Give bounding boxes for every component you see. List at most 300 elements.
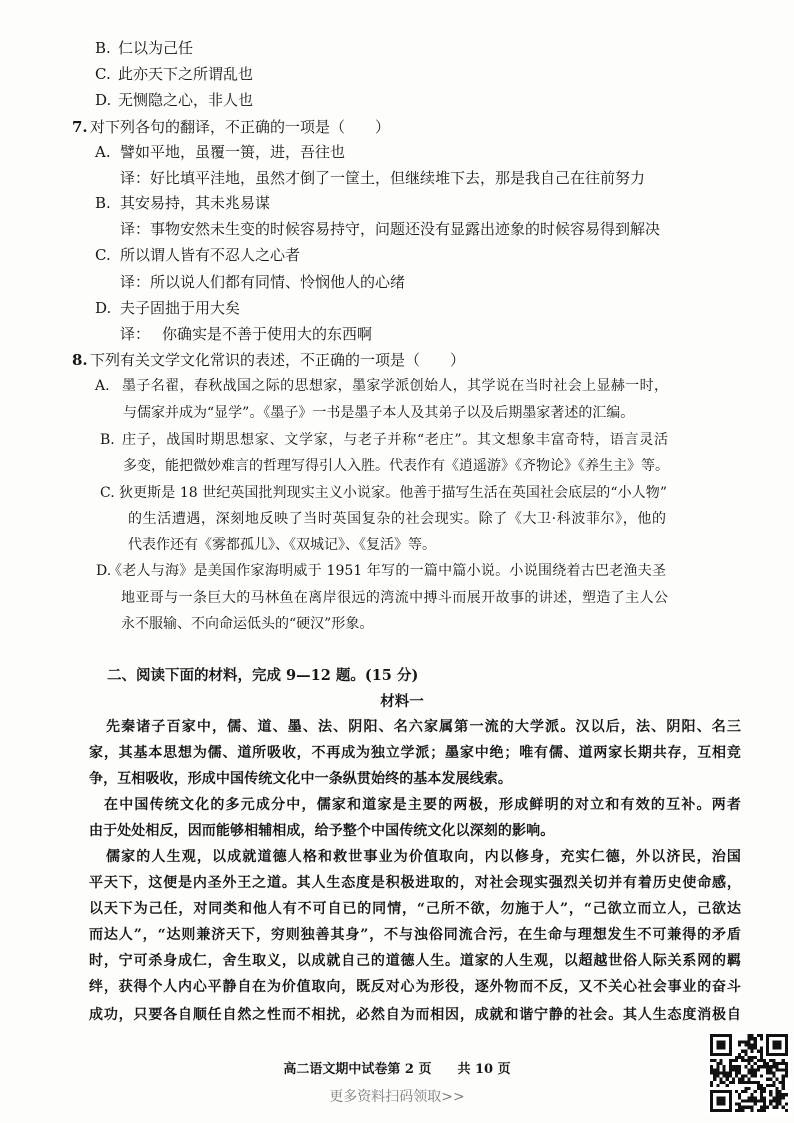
qr-module	[747, 1087, 750, 1090]
option-text-line: 多变，能把微妙难言的哲理写得引人入胜。代表作有《逍遥游》《齐物论》《养生主》等。	[123, 458, 669, 474]
qr-module	[747, 1078, 750, 1081]
question-stem: 下列有关文学文化常识的表述，不正确的一项是（ ）	[90, 351, 466, 369]
option-text: 此亦天下之所谓乱也	[118, 65, 254, 83]
qr-module	[760, 1056, 763, 1059]
qr-module	[772, 1081, 775, 1084]
qr-module	[744, 1090, 747, 1093]
qr-module	[751, 1106, 754, 1109]
q7-stem	[72, 117, 390, 137]
qr-module	[775, 1103, 778, 1106]
paragraph-line: 时，宁可杀身成仁，舍生取义，以成就自己的道德人生。道家的人生观，以超越世俗人际关系网的羁	[89, 953, 741, 969]
paragraph-line: 争，互相吸收，形成中国传统文化中一条纵贯始终的基本发展线索。	[89, 771, 512, 787]
qr-module	[747, 1099, 750, 1102]
qr-module	[775, 1065, 778, 1068]
qr-module	[782, 1081, 785, 1084]
qr-module	[732, 1065, 735, 1068]
qr-module	[763, 1103, 766, 1106]
qr-module	[744, 1053, 747, 1056]
qr-module	[772, 1099, 775, 1102]
translation-label: 译：	[120, 169, 151, 187]
qr-module	[785, 1062, 788, 1065]
q8-option-c-cont	[128, 509, 666, 529]
qr-module	[723, 1081, 726, 1084]
qr-module	[775, 1106, 778, 1109]
qr-module	[751, 1065, 754, 1068]
qr-module	[772, 1059, 775, 1062]
qr-module	[741, 1078, 744, 1081]
qr-module	[785, 1103, 788, 1106]
question-stem: 对下列各句的翻译，不正确的一项是（ ）	[90, 118, 391, 136]
qr-module	[760, 1037, 763, 1040]
qr-module	[723, 1068, 726, 1071]
q7-option-a	[95, 142, 345, 162]
qr-module	[779, 1099, 782, 1102]
translation-text: 所以说人们都有同情、怜悯他人的心绪	[150, 273, 406, 291]
q7-option-d	[95, 298, 240, 318]
qr-module	[713, 1059, 716, 1062]
option-text: 无恻隐之心，非人也	[118, 91, 254, 109]
qr-module	[782, 1075, 785, 1078]
qr-module	[757, 1059, 760, 1062]
qr-module	[775, 1099, 778, 1102]
qr-module	[732, 1078, 735, 1081]
qr-module	[757, 1034, 760, 1037]
page-footer: 高二语文期中试卷第 2 页 共 10 页	[283, 1062, 511, 1077]
paragraph-line: 在中国传统文化的多元成分中，儒家和道家是主要的两极，形成鲜明的对立和有效的互补。两者	[104, 797, 741, 813]
qr-module	[729, 1068, 732, 1071]
qr-module	[757, 1065, 760, 1068]
qr-module	[757, 1084, 760, 1087]
qr-module	[713, 1075, 716, 1078]
qr-module	[782, 1059, 785, 1062]
paragraph-line: 而达人”，“达则兼济天下，穷则独善其身”，不与浊俗同流合污，在生命与理想发生不可兼得的矛盾	[89, 927, 741, 943]
option-label: C.	[95, 65, 111, 83]
option-text: 所以谓人皆有不忍人之心者	[120, 246, 301, 264]
qr-module	[763, 1065, 766, 1068]
translation-label: 译：	[120, 325, 151, 343]
qr-module	[754, 1056, 757, 1059]
qr-module	[760, 1065, 763, 1068]
qr-module	[716, 1075, 719, 1078]
option-text-line: 与儒家并成为“显学”。《墨子》一书是墨子本人及其弟子以及后期墨家著述的汇编。	[123, 405, 635, 421]
qr-module	[760, 1090, 763, 1093]
qr-module	[747, 1056, 750, 1059]
qr-module	[754, 1096, 757, 1099]
qr-module	[741, 1050, 744, 1053]
qr-module	[729, 1065, 732, 1068]
option-text-line: 狄更斯是 18 世纪英国批判现实主义小说家。他善于描写生活在英国社会底层的“小人物”	[119, 485, 667, 501]
qr-module	[760, 1106, 763, 1109]
qr-module	[751, 1075, 754, 1078]
paragraph-line: 平天下，这便是内圣外王之道。其人生态度是积极进取的，对社会现实强烈关切并有着历史使命感，	[89, 875, 741, 891]
option-label: A.	[95, 378, 110, 394]
qr-module	[747, 1040, 750, 1043]
qr-module	[769, 1065, 772, 1068]
qr-module	[729, 1071, 732, 1074]
qr-module	[741, 1075, 744, 1078]
qr-module	[735, 1059, 738, 1062]
qr-module	[735, 1071, 738, 1074]
qr-module	[772, 1096, 775, 1099]
qr-module	[760, 1047, 763, 1050]
qr-module	[710, 1065, 713, 1068]
qr-module	[744, 1075, 747, 1078]
qr-module	[735, 1109, 738, 1112]
qr-module	[747, 1096, 750, 1099]
option-text-line: 永不服输、不向命运低头的“硬汉”形象。	[121, 616, 374, 632]
qr-module	[769, 1059, 772, 1062]
qr-module	[741, 1099, 744, 1102]
qr-module	[751, 1081, 754, 1084]
qr-module	[763, 1062, 766, 1065]
qr-module	[785, 1071, 788, 1074]
qr-module	[726, 1084, 729, 1087]
qr-module	[710, 1071, 713, 1074]
option-text-line: 地亚哥与一条巨大的马林鱼在离岸很远的湾流中搏斗而展开故事的讲述，塑造了主人公	[121, 590, 668, 606]
qr-module	[738, 1043, 741, 1046]
qr-module	[716, 1084, 719, 1087]
q6-option-d	[95, 90, 253, 110]
qr-module	[735, 1103, 738, 1106]
translation-label: 译：	[120, 220, 151, 238]
option-label: D.	[96, 563, 112, 579]
paragraph-line: 绊，获得个人内心平静自在为价值取向，既反对心为形役，逐外物而不反，又不关心社会事业的奋斗	[89, 979, 741, 995]
qr-module	[754, 1068, 757, 1071]
qr-module	[738, 1078, 741, 1081]
qr-module	[782, 1078, 785, 1081]
qr-module	[757, 1050, 760, 1053]
qr-module	[713, 1071, 716, 1074]
qr-module	[751, 1056, 754, 1059]
qr-module	[763, 1099, 766, 1102]
qr-module	[769, 1090, 772, 1093]
option-label: B.	[95, 39, 111, 57]
qr-module	[719, 1062, 722, 1065]
translation-text: 好比填平洼地，虽然才倒了一筐土，但继续堆下去，那是我自己在往前努力	[150, 169, 646, 187]
qr-module	[738, 1040, 741, 1043]
qr-module	[760, 1099, 763, 1102]
qr-module	[760, 1075, 763, 1078]
qr-module	[751, 1043, 754, 1046]
qr-module	[716, 1068, 719, 1071]
qr-finder-center	[716, 1040, 725, 1049]
qr-module	[710, 1068, 713, 1071]
qr-module	[744, 1059, 747, 1062]
qr-module	[763, 1096, 766, 1099]
qr-module	[785, 1093, 788, 1096]
translation-label: 译：	[120, 273, 151, 291]
qr-module	[769, 1078, 772, 1081]
qr-module	[775, 1090, 778, 1093]
qr-module	[747, 1071, 750, 1074]
qr-module	[716, 1065, 719, 1068]
qr-module	[710, 1084, 713, 1087]
qr-module	[766, 1065, 769, 1068]
qr-module	[738, 1065, 741, 1068]
material-title: 材料一	[380, 693, 424, 710]
qr-module	[785, 1068, 788, 1071]
qr-module	[744, 1106, 747, 1109]
qr-module	[747, 1062, 750, 1065]
qr-module	[766, 1068, 769, 1071]
qr-module	[754, 1043, 757, 1046]
q6-option-b	[95, 38, 193, 58]
qr-module	[738, 1096, 741, 1099]
qr-module	[782, 1093, 785, 1096]
qr-module	[713, 1078, 716, 1081]
qr-module	[769, 1071, 772, 1074]
qr-module	[751, 1034, 754, 1037]
q7-translation-b	[120, 219, 660, 239]
qr-module	[732, 1059, 735, 1062]
qr-module	[738, 1081, 741, 1084]
qr-module	[754, 1047, 757, 1050]
qr-module	[751, 1099, 754, 1102]
qr-module	[757, 1109, 760, 1112]
qr-module	[735, 1056, 738, 1059]
qr-module	[760, 1059, 763, 1062]
qr-module	[779, 1093, 782, 1096]
q7-translation-d	[120, 324, 372, 344]
qr-module	[741, 1106, 744, 1109]
qr-module	[775, 1087, 778, 1090]
qr-module	[763, 1090, 766, 1093]
qr-module	[747, 1034, 750, 1037]
section-heading: 二、阅读下面的材料，完成 9—12 题。(15 分)	[107, 667, 419, 684]
qr-module	[719, 1081, 722, 1084]
paragraph-line: 以天下为己任，对同类和他人有不可自已的同情，“己所不欲，勿施于人”，“己欲立而立人，己欲达	[89, 901, 741, 917]
qr-module	[741, 1040, 744, 1043]
qr-code-container	[707, 1031, 791, 1115]
qr-module	[741, 1059, 744, 1062]
q8-option-a	[95, 376, 668, 396]
qr-module	[754, 1075, 757, 1078]
qr-module	[766, 1084, 769, 1087]
qr-module	[766, 1062, 769, 1065]
qr-module	[751, 1109, 754, 1112]
qr-module	[719, 1078, 722, 1081]
qr-module	[775, 1093, 778, 1096]
qr-module	[760, 1084, 763, 1087]
qr-code	[707, 1031, 791, 1115]
qr-module	[744, 1043, 747, 1046]
qr-module	[782, 1087, 785, 1090]
q7-option-c	[95, 245, 300, 265]
qr-module	[729, 1059, 732, 1062]
qr-module	[754, 1040, 757, 1043]
option-label: B.	[95, 194, 111, 212]
qr-module	[729, 1081, 732, 1084]
option-label: B.	[100, 432, 115, 448]
qr-module	[735, 1090, 738, 1093]
qr-module	[763, 1106, 766, 1109]
qr-module	[741, 1081, 744, 1084]
qr-module	[747, 1068, 750, 1071]
qr-module	[757, 1068, 760, 1071]
paragraph-line: 儒家的人生观，以成就道德人格和救世事业为价值取向，内以修身，充实仁德，外以济民，治国	[106, 849, 741, 865]
q8-stem	[72, 350, 465, 370]
qr-module	[782, 1106, 785, 1109]
qr-module	[772, 1075, 775, 1078]
question-number: 7.	[72, 118, 88, 136]
qr-module	[769, 1084, 772, 1087]
qr-module	[751, 1096, 754, 1099]
qr-module	[732, 1081, 735, 1084]
q7-translation-c	[120, 272, 405, 292]
qr-module	[726, 1078, 729, 1081]
qr-module	[754, 1099, 757, 1102]
qr-module	[751, 1037, 754, 1040]
qr-module	[760, 1087, 763, 1090]
qr-module	[738, 1071, 741, 1074]
qr-module	[751, 1047, 754, 1050]
qr-module	[747, 1106, 750, 1109]
question-number: 8.	[72, 351, 88, 369]
qr-module	[785, 1109, 788, 1112]
qr-module	[738, 1056, 741, 1059]
option-label: A.	[95, 143, 111, 161]
q8-option-c	[100, 483, 667, 503]
qr-module	[769, 1099, 772, 1102]
qr-module	[760, 1093, 763, 1096]
qr-module	[732, 1068, 735, 1071]
qr-module	[785, 1075, 788, 1078]
qr-module	[775, 1068, 778, 1071]
qr-module	[760, 1096, 763, 1099]
option-label: D.	[95, 91, 112, 109]
qr-module	[738, 1093, 741, 1096]
qr-module	[726, 1075, 729, 1078]
qr-module	[766, 1071, 769, 1074]
option-text-line: 代表作还有《雾都孤儿》、《双城记》、《复活》等。	[128, 537, 436, 553]
paragraph-line: 成功，只要各自顺任自然之性而不相扰，必然自为而相因，成就和谐宁静的社会。其人生态度消极自	[89, 1007, 741, 1023]
qr-module	[735, 1068, 738, 1071]
qr-module	[729, 1062, 732, 1065]
paragraph-line: 先秦诸子百家中，儒、道、墨、法、阴阳、名六家属第一流的大学派。汉以后，法、阴阳、名三	[106, 719, 741, 735]
qr-module	[779, 1062, 782, 1065]
qr-module	[754, 1103, 757, 1106]
qr-module	[723, 1071, 726, 1074]
option-label: C.	[100, 485, 115, 501]
qr-module	[751, 1050, 754, 1053]
qr-module	[763, 1059, 766, 1062]
qr-module	[719, 1059, 722, 1062]
qr-module	[751, 1071, 754, 1074]
q6-option-c	[95, 64, 253, 84]
qr-module	[738, 1106, 741, 1109]
q7-translation-a	[120, 168, 645, 188]
qr-module	[747, 1059, 750, 1062]
qr-module	[766, 1078, 769, 1081]
option-text: 譬如平地，虽覆一篑，进，吾往也	[120, 143, 346, 161]
translation-text: 事物安然未生变的时候容易持守，问题还没有显露出迹象的时候容易得到解决	[150, 220, 661, 238]
qr-module	[782, 1084, 785, 1087]
qr-module	[760, 1034, 763, 1037]
qr-module	[785, 1065, 788, 1068]
qr-module	[772, 1062, 775, 1065]
qr-module	[754, 1062, 757, 1065]
qr-module	[710, 1081, 713, 1084]
qr-module	[782, 1062, 785, 1065]
qr-module	[751, 1059, 754, 1062]
qr-module	[738, 1068, 741, 1071]
qr-module	[744, 1050, 747, 1053]
qr-module	[716, 1062, 719, 1065]
paragraph-line: 家，其基本思想为儒、道所吸收，不再成为独立学派；墨家中绝；唯有儒、道两家长期共存，互相竞	[89, 745, 741, 761]
qr-module	[751, 1093, 754, 1096]
qr-module	[744, 1087, 747, 1090]
qr-module	[757, 1081, 760, 1084]
option-label: D.	[95, 299, 112, 317]
qr-module	[754, 1081, 757, 1084]
qr-module	[760, 1109, 763, 1112]
qr-module	[741, 1090, 744, 1093]
qr-module	[723, 1075, 726, 1078]
translation-text: 你确实是不善于使用大的东西啊	[162, 325, 373, 343]
qr-module	[769, 1093, 772, 1096]
more-resources-link[interactable]: 更多资料扫码领取>>	[329, 1089, 465, 1105]
qr-module	[754, 1037, 757, 1040]
qr-module	[738, 1053, 741, 1056]
qr-module	[772, 1065, 775, 1068]
qr-module	[710, 1059, 713, 1062]
qr-module	[723, 1065, 726, 1068]
qr-module	[763, 1087, 766, 1090]
q8-option-d	[96, 561, 666, 581]
qr-module	[741, 1109, 744, 1112]
qr-module	[713, 1068, 716, 1071]
qr-module	[744, 1081, 747, 1084]
option-text-line: 墨子名翟，春秋战国之际的思想家，墨家学派创始人，其学说在当时社会上显赫一时，	[122, 378, 668, 394]
qr-module	[772, 1084, 775, 1087]
qr-module	[735, 1075, 738, 1078]
qr-module	[775, 1062, 778, 1065]
qr-module	[716, 1071, 719, 1074]
qr-module	[772, 1071, 775, 1074]
qr-module	[769, 1103, 772, 1106]
qr-module	[719, 1071, 722, 1074]
qr-module	[772, 1106, 775, 1109]
qr-module	[738, 1103, 741, 1106]
option-text-line: 的生活遭遇，深刻地反映了当时英国复杂的社会现实。除了《大卫·科波菲尔》，他的	[128, 511, 666, 527]
qr-module	[747, 1047, 750, 1050]
qr-module	[769, 1068, 772, 1071]
qr-module	[782, 1068, 785, 1071]
qr-module	[779, 1081, 782, 1084]
paragraph-line: 由于处处相反，因而能够相辅相成，给予整个中国传统文化以深刻的影响。	[89, 823, 555, 839]
qr-module	[744, 1040, 747, 1043]
qr-module	[754, 1071, 757, 1074]
qr-module	[726, 1071, 729, 1074]
qr-module	[779, 1103, 782, 1106]
qr-module	[757, 1099, 760, 1102]
qr-finder-center	[772, 1040, 781, 1049]
qr-module	[775, 1078, 778, 1081]
qr-module	[766, 1106, 769, 1109]
qr-finder-center	[716, 1096, 725, 1105]
qr-module	[779, 1090, 782, 1093]
qr-module	[760, 1053, 763, 1056]
q8-option-b	[100, 430, 668, 450]
qr-module	[744, 1065, 747, 1068]
qr-module	[747, 1043, 750, 1046]
option-text: 夫子固拙于用大矣	[120, 299, 241, 317]
qr-module	[757, 1087, 760, 1090]
option-label: C.	[95, 246, 111, 264]
qr-module	[747, 1037, 750, 1040]
option-text-line: 《老人与海》是美国作家海明威于 1951 年写的一篇中篇小说。小说围绕着古巴老渔夫圣	[108, 563, 666, 579]
qr-module	[782, 1096, 785, 1099]
